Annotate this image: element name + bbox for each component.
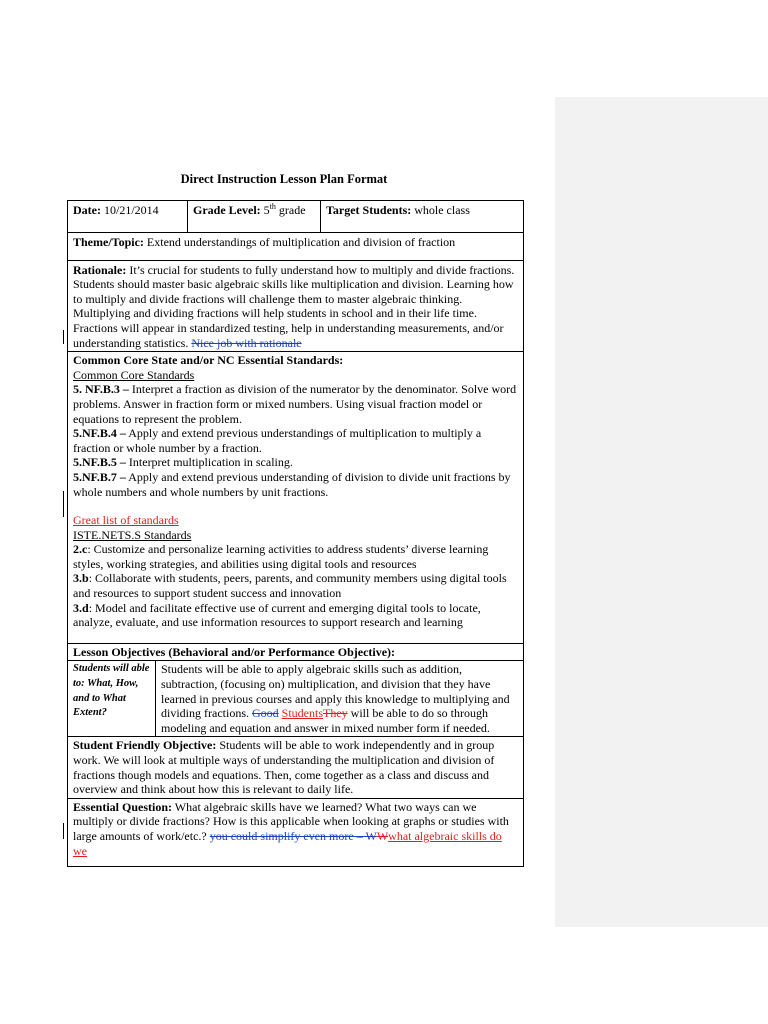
standards-heading: Common Core State and/or NC Essential Standards: <box>73 353 344 368</box>
essential-feedback-strike: you could simplify even more – W <box>209 828 377 843</box>
grade-number: 5 <box>263 203 270 217</box>
objectives-heading: Lesson Objectives (Behavioral and/or Performance Objective): <box>73 644 396 659</box>
change-bar <box>63 823 64 839</box>
grade-label: Grade Level: <box>193 203 261 217</box>
change-bar <box>63 491 64 517</box>
standards-feedback: Great list of standards <box>73 513 179 528</box>
date-cell <box>68 201 188 232</box>
standard-item: 5.NF.B.5 – Interpret multiplication in scaling. <box>73 455 293 470</box>
essential-question-text: What algebraic skills have we learned? What two ways can we multiply or divide fractions? How is this applicable when looking at graphs or studies with large amounts of work/etc.? <box>73 799 509 843</box>
rationale-row <box>68 260 523 352</box>
standard-item: 5. NF.B.3 – Interpret a fraction as division of the numerator by the denominator. Solve word problems. Answer in fraction form or mixed numbers. Using visual fraction model or equations to represent the problem. <box>73 382 517 426</box>
essential-question-label: Essential Question: <box>73 799 173 814</box>
standards-subheading: Common Core Standards <box>73 367 195 382</box>
objectives-insert: Students <box>281 706 323 721</box>
iste-item: 3.d: Model and facilitate effective use of current and emerging digital tools to locate, analyze, evaluate, and use information resources to support research and learning <box>73 600 481 630</box>
student-friendly-text: Students will be able to work independently and in group work. We will look at multiple ways of understanding the multiplication and division of fractions though models and equations. Then, come together as a class and discuss and overview and think about how this is relevant to daily life. <box>73 738 495 797</box>
target-label: Target Students: <box>326 203 412 217</box>
rationale-label: Rationale: <box>73 262 127 277</box>
theme-row <box>68 232 523 260</box>
objectives-left-label: Students will able to: What, How, and to What Extent? <box>68 661 156 736</box>
objectives-strike-they: They <box>323 706 348 721</box>
essential-question-row <box>68 798 523 866</box>
standard-item: 5.NF.B.4 – Apply and extend previous understandings of multiplication to multiply a fraction or whole number by a fraction. <box>73 426 482 455</box>
change-bar <box>63 330 64 344</box>
header-row <box>68 201 523 232</box>
objectives-text: Students will be able to apply algebraic skills such as addition, subtraction, (focusing on) multiplication, and division that they have learned in previous courses and apply this knowledge to multiplying and dividing fractions. Good StudentsThey will be able to do so through modeling and equation and answer in mixed number form if needed. <box>161 662 510 735</box>
comment-pane <box>555 97 768 927</box>
student-friendly-label: Student Friendly Objective: <box>73 738 217 753</box>
target-value: whole class <box>414 203 470 217</box>
rationale-text: It’s crucial for students to fully understand how to multiply and divide fractions. Students should master basic algebraic skills like multiplication and division. Learning how to multiply and divide fractions will challenge them to master algebraic thinking. Multiplying and dividing fractions will help students in school and in their life time. Fractions will appear in standardized testing, help in understanding measurements, and/or understanding statistics. <box>73 262 515 350</box>
grade-word: grade <box>278 203 306 217</box>
date-value: 10/21/2014 <box>103 203 159 217</box>
objectives-strike-good: Good <box>251 706 279 721</box>
rationale-feedback: Nice job with rationale <box>191 335 302 350</box>
standard-item: 5.NF.B.7 – Apply and extend previous understanding of division to divide unit fractions by whole numbers and whole numbers by unit fractions. <box>73 469 511 499</box>
essential-feedback-insert: what algebraic skills do we <box>73 828 502 858</box>
objectives-row <box>68 660 523 736</box>
iste-item: 2.c: Customize and personalize learning activities to address students’ diverse learning styles, working strategies, and abilities using digital tools and resources <box>73 542 489 571</box>
theme-label: Theme/Topic: <box>73 235 144 249</box>
grade-cell <box>188 201 321 232</box>
iste-heading: ISTE.NETS.S Standards <box>73 527 192 542</box>
iste-item: 3.b: Collaborate with students, peers, parents, and community members using digital tools and resources to support student success and innovation <box>73 571 507 601</box>
standards-row <box>68 351 523 643</box>
document-title: Direct Instruction Lesson Plan Format <box>180 172 388 186</box>
theme-value: Extend understandings of multiplication and division of fraction <box>146 235 456 249</box>
target-cell <box>321 201 523 232</box>
student-friendly-row <box>68 736 523 797</box>
lesson-plan-table <box>67 200 524 867</box>
grade-superscript: th <box>269 202 276 211</box>
date-label: Date: <box>73 203 101 217</box>
objectives-heading-row <box>68 643 523 661</box>
essential-w-strike: W <box>376 828 389 843</box>
